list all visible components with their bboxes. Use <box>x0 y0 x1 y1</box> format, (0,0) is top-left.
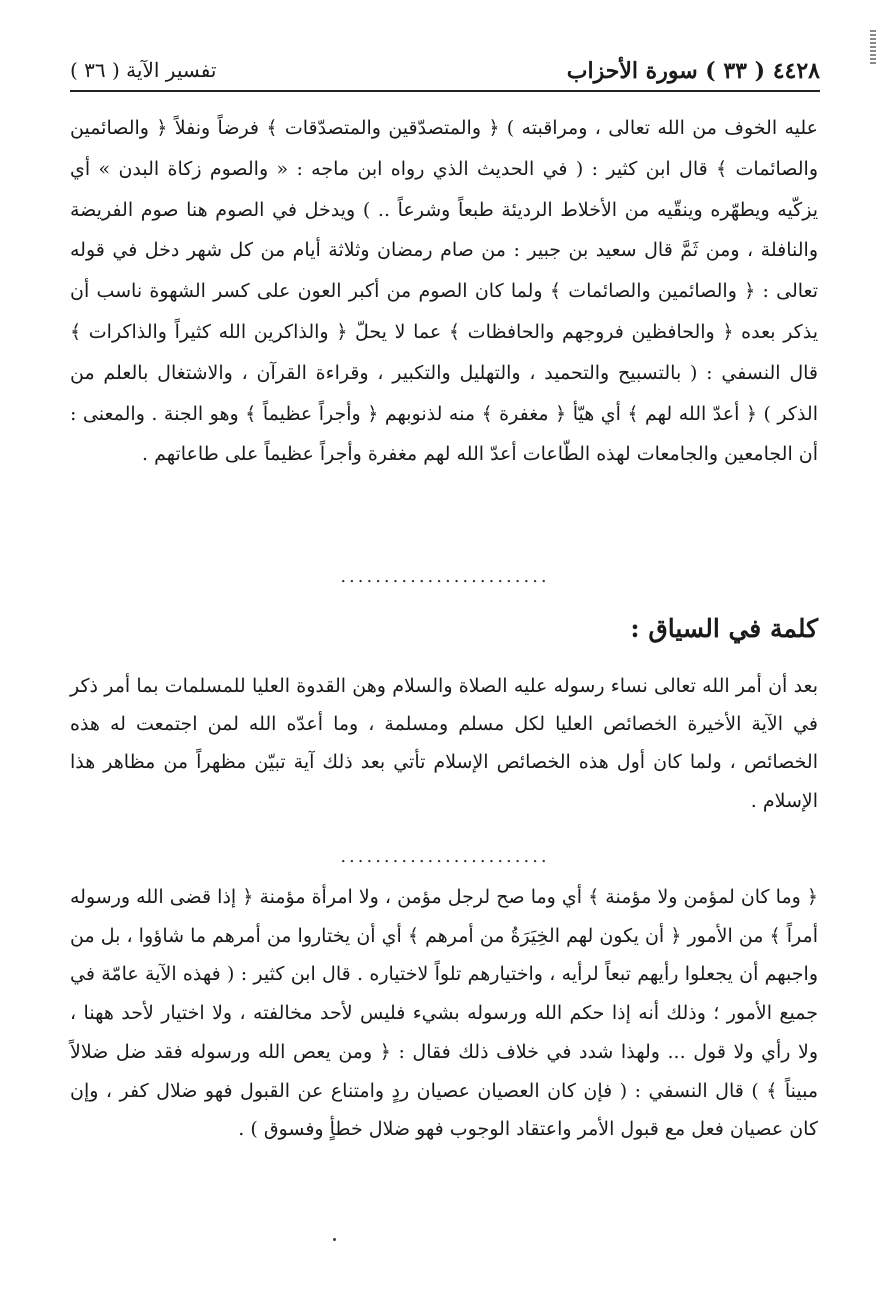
context-block <box>70 667 818 820</box>
separator-dots-1: ........................ <box>340 566 550 587</box>
page-header <box>70 52 820 92</box>
commentary-paragraph-2: ﴿ وما كان لمؤمن ولا مؤمنة ﴾ أي وما صح لرجل مؤمن ، ولا امرأة مؤمنة ﴿ إذا قضى الله ورسوله أمراً ﴾ من الأمور ﴿ أن يكون لهم الخِيَرَةُ من أمرهم ﴾ أي أن يختاروا من أمرهم ما شاؤوا ، بل من واجبهم أن يجعلوا رأيهم تبعاً لرأيه ، واختيارهم تلواً لاختياره . قال ابن كثير : ( فهذه الآية عامّة في جميع الأمور ؛ وذلك أنه إذا حكم الله ورسوله بشيء فليس لأحد مخالفته ، ولا اختيار لأحد ههنا ، ولا رأي ولا قول ... ولهذا شدد في خلاف ذلك فقال : ﴿ ومن يعص الله ورسوله فقد ضل ضلالاً مبيناً ﴾ ) قال النسفي : ( فإن كان العصيان عصيان ردٍ وامتناع عن القبول فهو ضلال كفر ، وإن كان عصيان فعل مع قبول الأمر واعتقاد الوجوب فهو ضلال خطأٍ وفسوق ) . <box>70 886 818 1141</box>
stray-mark <box>333 1238 336 1241</box>
context-paragraph: بعد أن أمر الله تعالى نساء رسوله عليه الصلاة والسلام وهن القدوة العليا للمسلمات بما أمر ذكر في الآية الأخيرة الخصائص العليا لكل مسلم ومسلمة ، وما أعدّه الله لمن اجتمعت له هذه الخصائص ، ولما كان أول هذه الخصائص الإسلام تأتي بعد ذلك آية تبيّن مظهراً من مظاهر هذا الإسلام . <box>70 675 818 812</box>
separator-dots-2: ........................ <box>340 846 550 867</box>
header-verse-label: تفسير الآية ( ٣٦ ) <box>70 58 217 82</box>
commentary-block-2 <box>70 878 818 1149</box>
commentary-paragraph-1: عليه الخوف من الله تعالى ، ومراقبته ) ﴿ والمتصدّقين والمتصدّقات ﴾ فرضاً ونفلاً ﴿ والصائمين والصائمات ﴾ قال ابن كثير : ( في الحديث الذي رواه ابن ماجه : « والصوم زكاة البدن » أي يزكّيه ويطهّره وينقّيه من الأخلاط الرديئة طبعاً وشرعاً .. ) ويدخل في الصوم هنا صوم الفريضة والنافلة ، ومن ثَمَّ قال سعيد بن جبير : من صام رمضان وثلاثة أيام من كل شهر دخل في قوله تعالى : ﴿ والصائمين والصائمات ﴾ ولما كان الصوم من أكبر العون على كسر الشهوة ناسب أن يذكر بعده ﴿ والحافظين فروجهم والحافظات ﴾ عما لا يحلّ ﴿ والذاكرين الله كثيراً والذاكرات ﴾ قال النسفي : ( بالتسبيح والتحميد ، والتهليل والتكبير ، وقراءة القرآن ، والاشتغال بالعلم من الذكر ) ﴿ أعدّ الله لهم ﴾ أي هيّأ ﴿ مغفرة ﴾ منه لذنوبهم ﴿ وأجراً عظيماً ﴾ وهو الجنة . والمعنى : أن الجامعين والجامعات لهذه الطّاعات أعدّ الله لهم مغفرة وأجراً عظيماً على طاعاتهم . <box>70 117 818 466</box>
commentary-block-1 <box>70 108 818 475</box>
header-page-info: ٤٤٢٨ ( ٣٣ ) سورة الأحزاب <box>566 58 820 84</box>
header-rule <box>70 90 820 92</box>
section-heading: كلمة في السياق : <box>630 614 818 643</box>
page-edge-mark <box>870 30 876 64</box>
